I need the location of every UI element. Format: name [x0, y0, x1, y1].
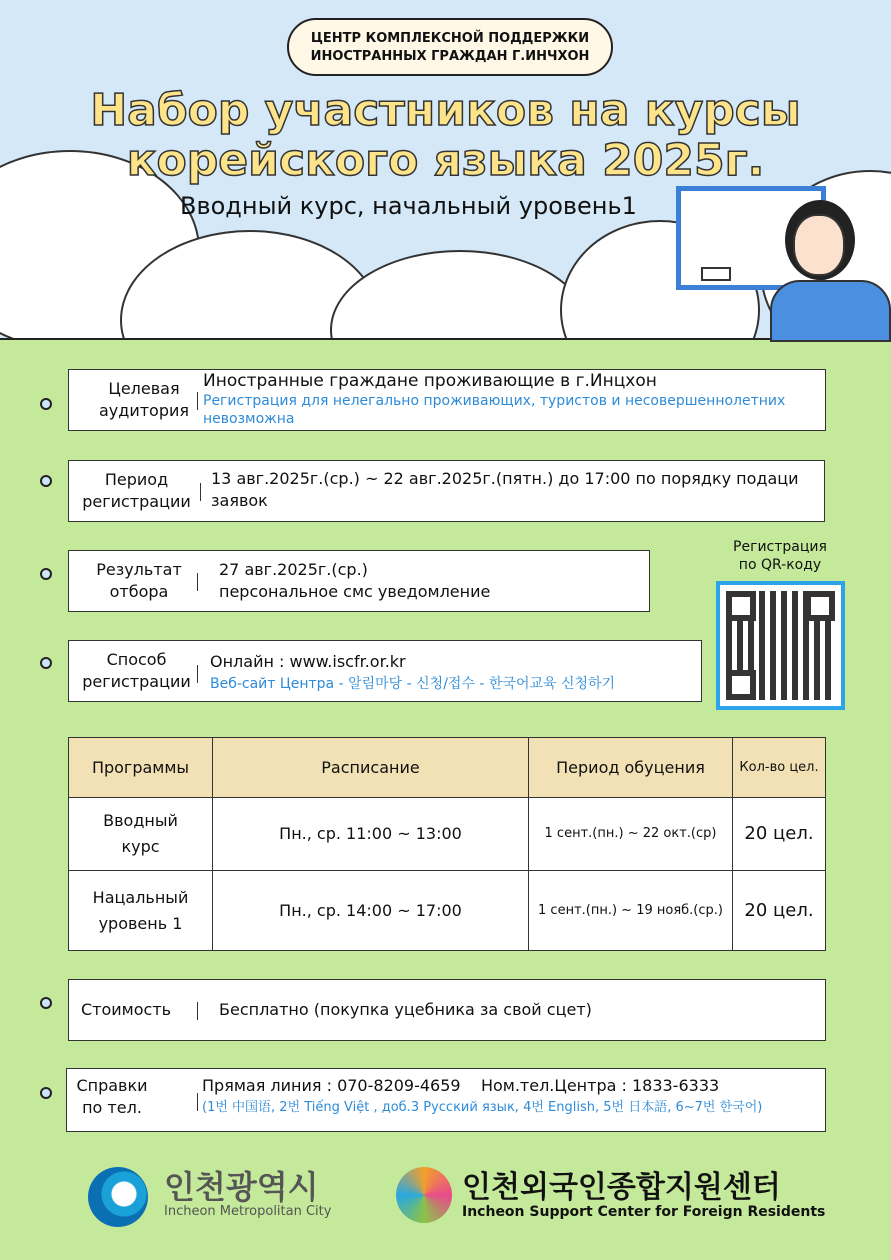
bullet-icon: [40, 1087, 52, 1099]
schedule-table: Программы Расписание Период обуцения Кол-во цел. Вводный курс Пн., ср. 11:00 ~ 13:00 1 сент.(пн.) ~ 22 окт.(ср) 20 цел. Нацальный уровень 1 Пн., ср. 14:00 ~ 17:00 1 сент.(пн.) ~ 19 нояб.(ср.) 20 цел.: [68, 737, 826, 951]
bullet-icon: [40, 398, 52, 410]
website-link[interactable]: Онлайн : www.iscfr.or.kr: [210, 652, 406, 671]
audience-label: Целевая аудитория: [98, 379, 190, 420]
teacher-face: [793, 214, 845, 276]
bullet-icon: [40, 657, 52, 669]
table-row: Вводный курс Пн., ср. 11:00 ~ 13:00 1 сент.(пн.) ~ 22 окт.(ср) 20 цел.: [69, 798, 826, 871]
table-row: Нацальный уровень 1 Пн., ср. 14:00 ~ 17:00 1 сент.(пн.) ~ 19 нояб.(ср.) 20 цел.: [69, 871, 826, 951]
audience-text: Иностранные граждане проживающие в г.Инцхон Регистрация для нелегально проживающих, туристов и несовершеннолетних невозможна: [203, 370, 823, 428]
bullet-icon: [40, 997, 52, 1009]
audience-box: [68, 369, 826, 431]
bullet-icon: [40, 475, 52, 487]
title-line2: корейского языка 2025г.: [126, 135, 765, 186]
audience-note: Регистрация для нелегально проживающих, туристов и несовершеннолетних невозможна: [203, 393, 786, 427]
period-box: Период регистрации 13 авг.2025г.(ср.) ~ 22 авг.2025г.(пятн.) до 17:00 по порядку подаци заявок: [68, 460, 825, 522]
qr-label: Регистрация по QR-коду: [733, 539, 827, 573]
organizer-badge: ЦЕНТР КОМПЛЕКСНОЙ ПОДДЕРЖКИ ИНОСТРАННЫХ ГРАЖДАН Г.ИНЧХОН: [287, 18, 613, 76]
cost-box: Стоимость Бесплатно (покупка уцебника за свой сцет): [68, 979, 826, 1041]
subtitle: Вводный курс, начальный уровень1: [180, 192, 637, 220]
method-box: Способ регистрации Онлайн : www.iscfr.or.kr Веб-сайт Центра - 알림마당 - 신청/접수 - 한국어교육 신청하기: [68, 640, 702, 702]
qr-code[interactable]: [716, 581, 845, 710]
teacher-body: [770, 280, 891, 342]
bullet-icon: [40, 568, 52, 580]
contact-box: Справки по тел. Прямая линия : 070-8209-4659 Ном.тел.Центра : 1833-6333 (1번 中国语, 2번 Tiếng Việt , доб.3 Русский язык, 4번 English, 5번 日本語, 6~7번 한국어): [66, 1068, 826, 1132]
period-text: 13 авг.2025г.(ср.) ~ 22 авг.2025г.(пятн.) до 17:00 по порядку подаци заявок: [211, 469, 799, 510]
title-line1: Набор участников на курсы: [90, 85, 801, 136]
result-box: Результат отбора 27 авг.2025г.(ср.) персональное смс уведомление: [68, 550, 650, 612]
cloud: [330, 250, 590, 340]
